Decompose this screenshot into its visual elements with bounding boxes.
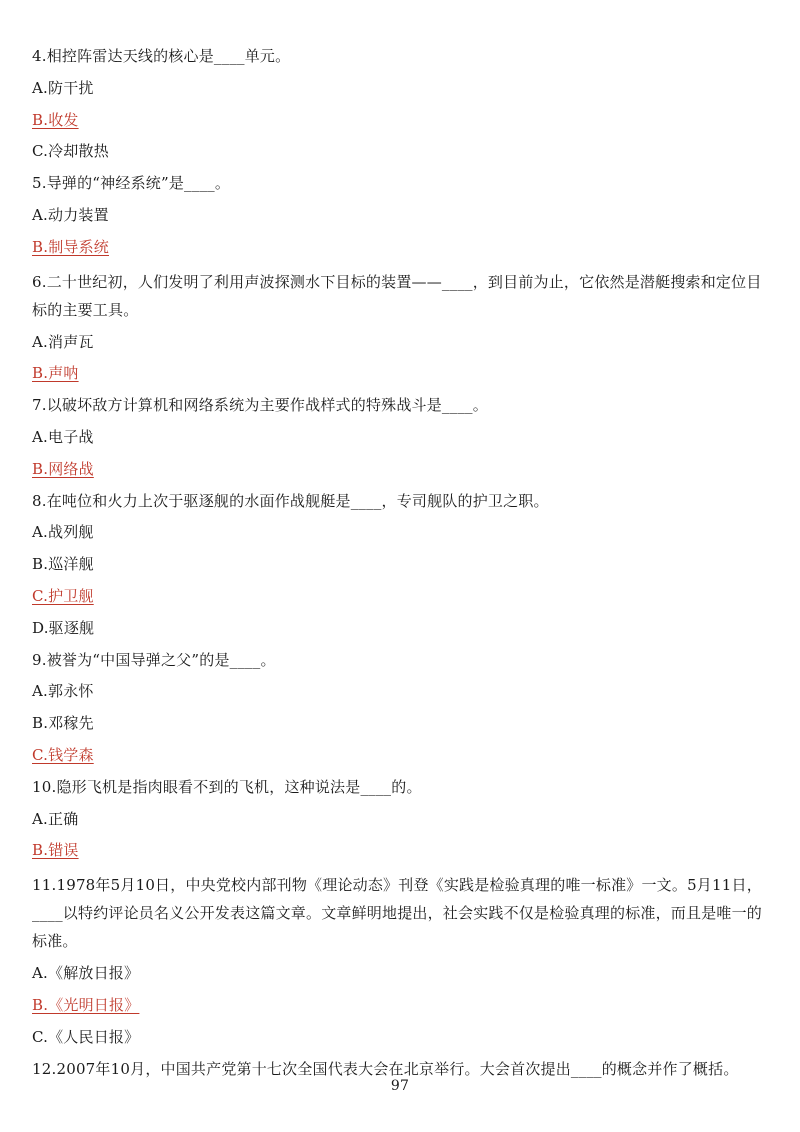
option-6b-answer: B.声呐 [32,364,79,383]
option-8a: A.战列舰 [32,523,94,542]
question-9: 9.被誉为“中国导弹之父”的是____。 [32,650,276,669]
option-10a: A.正确 [32,809,79,828]
option-10b-answer: B.错误 [32,841,79,860]
option-6a: A.消声瓦 [32,332,94,351]
question-5: 5.导弹的“神经系统”是____。 [32,174,231,193]
question-6: 6.二十世纪初，人们发明了利用声波探测水下目标的装置——____，到目前为止，它依然是潜艇搜索和定位目标的主要工具。 [32,272,762,319]
option-8b: B.巡洋舰 [32,555,94,574]
question-7: 7.以破坏敌方计算机和网络系统为主要作战样式的特殊战斗是____。 [32,396,488,415]
option-11b-answer: B.《光明日报》 [32,995,140,1014]
option-8c-answer: C.护卫舰 [32,586,94,605]
option-4c: C.冷却散热 [32,142,109,161]
question-11: 11.1978年5月10日，中央党校内部刊物《理论动态》刊登《实践是检验真理的唯一标准》一文。5月11日，____以特约评论员名义公开发表这篇文章。文章鲜明地提出，社会实践不仅是检验真理的标准，而且是唯一的标准。 [32,876,763,951]
option-9c-answer: C.钱学森 [32,745,94,764]
option-11a: A.《解放日报》 [32,964,140,983]
option-7b-answer: B.网络战 [32,459,94,478]
option-5b-answer: B.制导系统 [32,237,109,256]
option-4b-answer: B.收发 [32,110,79,129]
option-8d: D.驱逐舰 [32,618,95,637]
question-list [32,45,772,1089]
option-9b: B.邓稼先 [32,714,94,733]
option-7a: A.电子战 [32,427,94,446]
question-12: 12.2007年10月，中国共产党第十七次全国代表大会在北京举行。大会首次提出____的概念并作了概括。 [32,1059,739,1078]
option-9a: A.郭永怀 [32,682,94,701]
option-11c: C.《人民日报》 [32,1027,140,1046]
page-number: 97 [390,1078,410,1094]
option-5a: A.动力装置 [32,205,109,224]
question-4: 4.相控阵雷达天线的核心是____单元。 [32,47,291,65]
question-8: 8.在吨位和火力上次于驱逐舰的水面作战舰艇是____，专司舰队的护卫之职。 [32,491,549,510]
option-4a: A.防干扰 [32,78,94,97]
question-10: 10.隐形飞机是指肉眼看不到的飞机，这种说法是____的。 [32,777,422,796]
